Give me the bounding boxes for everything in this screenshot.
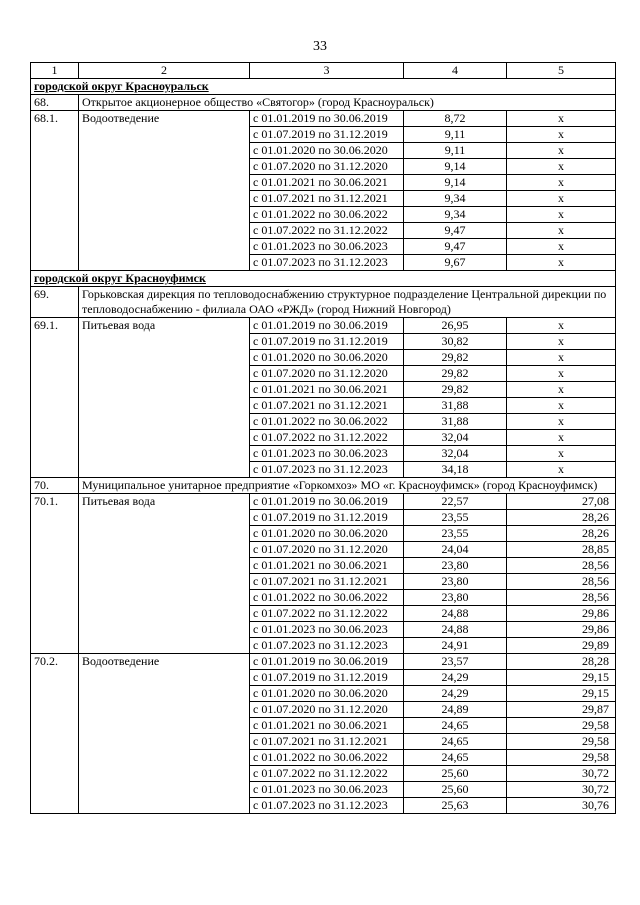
header-col-4: 4 (404, 63, 507, 79)
tariff-period: с 01.07.2019 по 31.12.2019 (250, 127, 404, 143)
tariff-period: с 01.01.2021 по 30.06.2021 (250, 175, 404, 191)
tariff-value-excl-vat: 30,82 (404, 334, 507, 350)
tariff-value-excl-vat: 24,65 (404, 718, 507, 734)
tariff-value-excl-vat: 26,95 (404, 318, 507, 334)
service-number: 69.1. (31, 318, 79, 478)
organization-number: 69. (31, 287, 79, 318)
tariff-period: с 01.01.2020 по 30.06.2020 (250, 143, 404, 159)
tariff-period: с 01.07.2020 по 31.12.2020 (250, 702, 404, 718)
organization-number: 68. (31, 95, 79, 111)
tariff-period: с 01.07.2023 по 31.12.2023 (250, 462, 404, 478)
tariff-value-incl-vat: 29,15 (507, 686, 616, 702)
tariff-value-incl-vat: 29,58 (507, 750, 616, 766)
tariff-period: с 01.01.2019 по 30.06.2019 (250, 318, 404, 334)
tariff-row (31, 111, 616, 127)
tariff-value-incl-vat: 28,56 (507, 590, 616, 606)
tariff-value-incl-vat: х (507, 350, 616, 366)
tariff-period: с 01.07.2020 по 31.12.2020 (250, 542, 404, 558)
tariff-period: с 01.01.2021 по 30.06.2021 (250, 382, 404, 398)
tariff-value-excl-vat: 24,65 (404, 734, 507, 750)
tariff-value-incl-vat: х (507, 239, 616, 255)
tariff-period: с 01.01.2023 по 30.06.2023 (250, 446, 404, 462)
tariff-value-incl-vat: 29,87 (507, 702, 616, 718)
service-number: 68.1. (31, 111, 79, 271)
organization-row (31, 478, 616, 494)
tariff-period: с 01.01.2021 по 30.06.2021 (250, 718, 404, 734)
tariff-value-incl-vat: х (507, 414, 616, 430)
tariff-value-excl-vat: 9,34 (404, 207, 507, 223)
organization-name: Открытое акционерное общество «Святогор» (город Красноуральск) (79, 95, 616, 111)
tariff-period: с 01.07.2021 по 31.12.2021 (250, 574, 404, 590)
service-name: Водоотведение (79, 111, 250, 271)
tariff-value-incl-vat: 28,56 (507, 558, 616, 574)
tariff-period: с 01.01.2020 по 30.06.2020 (250, 350, 404, 366)
tariff-period: с 01.01.2019 по 30.06.2019 (250, 654, 404, 670)
tariff-period: с 01.01.2019 по 30.06.2019 (250, 494, 404, 510)
tariff-value-incl-vat: х (507, 159, 616, 175)
tariff-value-incl-vat: 27,08 (507, 494, 616, 510)
tariff-value-incl-vat: х (507, 430, 616, 446)
tariff-value-excl-vat: 29,82 (404, 366, 507, 382)
service-name: Питьевая вода (79, 318, 250, 478)
tariff-period: с 01.01.2021 по 30.06.2021 (250, 558, 404, 574)
tariff-value-incl-vat: х (507, 382, 616, 398)
tariff-period: с 01.07.2021 по 31.12.2021 (250, 734, 404, 750)
tariff-value-incl-vat: 29,86 (507, 606, 616, 622)
tariff-value-excl-vat: 24,29 (404, 686, 507, 702)
tariff-value-excl-vat: 24,88 (404, 606, 507, 622)
tariff-period: с 01.07.2020 по 31.12.2020 (250, 159, 404, 175)
header-col-2: 2 (79, 63, 250, 79)
header-col-1: 1 (31, 63, 79, 79)
tariff-period: с 01.01.2019 по 30.06.2019 (250, 111, 404, 127)
tariff-period: с 01.07.2023 по 31.12.2023 (250, 638, 404, 654)
service-number: 70.1. (31, 494, 79, 654)
section-row (31, 271, 616, 287)
organization-row (31, 95, 616, 111)
tariff-value-incl-vat: х (507, 191, 616, 207)
tariff-value-excl-vat: 22,57 (404, 494, 507, 510)
tariff-value-excl-vat: 24,89 (404, 702, 507, 718)
tariff-value-excl-vat: 32,04 (404, 430, 507, 446)
tariff-value-incl-vat: 30,76 (507, 798, 616, 814)
tariff-period: с 01.07.2022 по 31.12.2022 (250, 606, 404, 622)
tariff-value-excl-vat: 25,60 (404, 782, 507, 798)
tariff-value-excl-vat: 29,82 (404, 350, 507, 366)
tariff-period: с 01.07.2023 по 31.12.2023 (250, 255, 404, 271)
header-col-3: 3 (250, 63, 404, 79)
table-header-row (31, 63, 616, 79)
tariff-value-excl-vat: 9,11 (404, 143, 507, 159)
tariff-value-incl-vat: х (507, 446, 616, 462)
organization-name: Муниципальное унитарное предприятие «Горкомхоз» МО «г. Красноуфимск» (город Красноуфимск) (79, 478, 616, 494)
tariff-value-incl-vat: 28,26 (507, 526, 616, 542)
tariff-value-incl-vat: 30,72 (507, 782, 616, 798)
tariff-value-excl-vat: 9,47 (404, 223, 507, 239)
tariff-period: с 01.07.2022 по 31.12.2022 (250, 223, 404, 239)
tariff-period: с 01.01.2023 по 30.06.2023 (250, 782, 404, 798)
tariff-value-excl-vat: 23,57 (404, 654, 507, 670)
tariff-period: с 01.07.2021 по 31.12.2021 (250, 191, 404, 207)
tariff-value-incl-vat: 30,72 (507, 766, 616, 782)
tariff-value-incl-vat: 28,26 (507, 510, 616, 526)
tariff-value-incl-vat: х (507, 143, 616, 159)
tariff-value-excl-vat: 34,18 (404, 462, 507, 478)
tariff-row (31, 494, 616, 510)
tariff-value-excl-vat: 24,88 (404, 622, 507, 638)
tariff-period: с 01.07.2022 по 31.12.2022 (250, 766, 404, 782)
tariff-value-incl-vat: 28,56 (507, 574, 616, 590)
tariff-row (31, 654, 616, 670)
tariff-period: с 01.07.2019 по 31.12.2019 (250, 670, 404, 686)
tariff-period: с 01.07.2021 по 31.12.2021 (250, 398, 404, 414)
tariff-value-excl-vat: 31,88 (404, 398, 507, 414)
tariff-value-excl-vat: 9,47 (404, 239, 507, 255)
tariff-value-incl-vat: 29,86 (507, 622, 616, 638)
tariff-value-excl-vat: 32,04 (404, 446, 507, 462)
tariff-period: с 01.07.2023 по 31.12.2023 (250, 798, 404, 814)
service-number: 70.2. (31, 654, 79, 814)
tariff-value-incl-vat: х (507, 223, 616, 239)
tariff-period: с 01.01.2022 по 30.06.2022 (250, 590, 404, 606)
tariff-value-excl-vat: 25,63 (404, 798, 507, 814)
tariff-value-incl-vat: х (507, 207, 616, 223)
tariff-period: с 01.07.2022 по 31.12.2022 (250, 430, 404, 446)
service-name: Питьевая вода (79, 494, 250, 654)
page-number: 33 (313, 39, 327, 54)
organization-row (31, 287, 616, 318)
tariff-value-incl-vat: 28,28 (507, 654, 616, 670)
tariff-period: с 01.01.2022 по 30.06.2022 (250, 414, 404, 430)
tariff-value-excl-vat: 31,88 (404, 414, 507, 430)
tariff-value-incl-vat: х (507, 318, 616, 334)
tariff-value-incl-vat: 29,15 (507, 670, 616, 686)
tariff-value-excl-vat: 9,14 (404, 159, 507, 175)
tariff-value-excl-vat: 24,04 (404, 542, 507, 558)
tariff-value-excl-vat: 9,34 (404, 191, 507, 207)
tariff-value-excl-vat: 8,72 (404, 111, 507, 127)
tariff-value-incl-vat: 29,58 (507, 718, 616, 734)
tariff-period: с 01.07.2019 по 31.12.2019 (250, 510, 404, 526)
tariff-period: с 01.07.2019 по 31.12.2019 (250, 334, 404, 350)
tariff-period: с 01.01.2020 по 30.06.2020 (250, 526, 404, 542)
tariff-value-excl-vat: 23,55 (404, 526, 507, 542)
tariff-value-incl-vat: х (507, 111, 616, 127)
tariff-value-excl-vat: 9,67 (404, 255, 507, 271)
tariff-value-incl-vat: х (507, 127, 616, 143)
tariff-period: с 01.01.2022 по 30.06.2022 (250, 207, 404, 223)
tariff-value-excl-vat: 9,11 (404, 127, 507, 143)
service-name: Водоотведение (79, 654, 250, 814)
tariff-value-incl-vat: 29,58 (507, 734, 616, 750)
tariff-value-excl-vat: 23,55 (404, 510, 507, 526)
tariff-value-excl-vat: 24,91 (404, 638, 507, 654)
tariff-period: с 01.07.2020 по 31.12.2020 (250, 366, 404, 382)
tariff-period: с 01.01.2022 по 30.06.2022 (250, 750, 404, 766)
tariff-value-excl-vat: 23,80 (404, 558, 507, 574)
tariff-period: с 01.01.2020 по 30.06.2020 (250, 686, 404, 702)
tariff-value-excl-vat: 9,14 (404, 175, 507, 191)
organization-name: Горьковская дирекция по тепловодоснабжению структурное подразделение Центральной дирекции по тепловодоснабжению - филиала ОАО «РЖД» (город Нижний Новгород) (79, 287, 616, 318)
tariff-value-incl-vat: х (507, 175, 616, 191)
section-title: городской округ Красноуральск (31, 79, 616, 95)
section-row (31, 79, 616, 95)
tariff-period: с 01.01.2023 по 30.06.2023 (250, 239, 404, 255)
tariff-period: с 01.01.2023 по 30.06.2023 (250, 622, 404, 638)
tariff-value-incl-vat: х (507, 462, 616, 478)
tariff-value-incl-vat: 28,85 (507, 542, 616, 558)
tariff-value-excl-vat: 24,65 (404, 750, 507, 766)
tariff-table (30, 62, 616, 814)
tariff-value-excl-vat: 29,82 (404, 382, 507, 398)
tariff-value-excl-vat: 23,80 (404, 590, 507, 606)
section-title: городской округ Красноуфимск (31, 271, 616, 287)
tariff-value-incl-vat: х (507, 334, 616, 350)
tariff-value-incl-vat: х (507, 366, 616, 382)
tariff-value-excl-vat: 23,80 (404, 574, 507, 590)
tariff-value-excl-vat: 25,60 (404, 766, 507, 782)
header-col-5: 5 (507, 63, 616, 79)
tariff-value-excl-vat: 24,29 (404, 670, 507, 686)
tariff-value-incl-vat: 29,89 (507, 638, 616, 654)
organization-number: 70. (31, 478, 79, 494)
tariff-value-incl-vat: х (507, 398, 616, 414)
tariff-row (31, 318, 616, 334)
table-body (31, 79, 616, 814)
tariff-value-incl-vat: х (507, 255, 616, 271)
